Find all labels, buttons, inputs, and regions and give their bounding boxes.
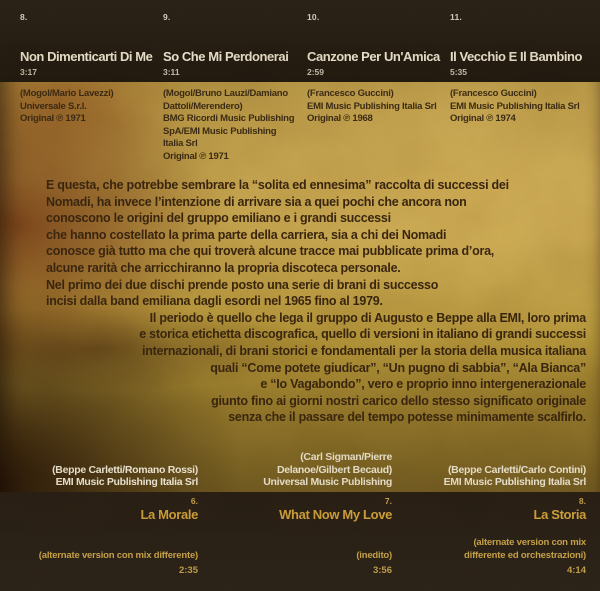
top-credits-row xyxy=(0,88,600,164)
essay-line: internazionali, di brani storici e fondamentali per la storia della musica italiana xyxy=(142,343,586,358)
essay-line: senza che il passare del tempo potesse minimamente scalfirlo. xyxy=(228,410,586,425)
bottom-credits-what-now-my-love xyxy=(202,451,392,489)
credit-line: Universal Music Publishing xyxy=(263,476,392,489)
credit-line: EMI Music Publishing Italia Srl xyxy=(307,100,437,112)
essay-line: conosce già tutto ma che qui troverà alcune tracce mai pubblicate prima d’ora, xyxy=(46,244,494,259)
essay-line: Nel primo dei due dischi prende posto una serie di brani di successo xyxy=(46,277,439,292)
track-title: Il Vecchio E Il Bambino xyxy=(450,49,582,64)
credit-line: (Francesco Guccini) xyxy=(450,88,537,99)
track-credits-10 xyxy=(307,88,450,164)
credit-line: Original ℗ 1968 xyxy=(307,113,373,125)
essay-line: E questa, che potrebbe sembrare la “solita ed ennesima” raccolta di successi dei xyxy=(46,178,509,192)
liner-notes-essay xyxy=(46,177,586,426)
bottom-credits-la-storia xyxy=(396,464,586,489)
essay-line: alcune rarità che arricchiranno la propria discoteca personale. xyxy=(46,260,401,275)
track-credits-11 xyxy=(450,88,600,164)
essay-line: che hanno costellato la prima parte della carriera, sia a chi dei Nomadi xyxy=(46,227,447,242)
essay-line: giunto fino ai giorni nostri carico dello stesso significato originale xyxy=(211,393,586,408)
credit-line: (Beppe Carletti/Carlo Contini) xyxy=(447,463,586,476)
track-number: 8. xyxy=(20,12,28,22)
track-duration: 3:56 xyxy=(372,565,392,576)
track-entry-8-bottom xyxy=(396,496,586,576)
credit-line: (Beppe Carletti/Romano Rossi) xyxy=(52,463,198,476)
track-credits-9 xyxy=(163,88,307,164)
essay-left-aligned-block xyxy=(46,177,586,310)
credit-line: SpA/EMI Music Publishing xyxy=(163,125,277,137)
track-duration: 2:35 xyxy=(178,565,198,576)
track-note: differente ed orchestrazioni) xyxy=(464,550,586,562)
track-number: 6. xyxy=(190,496,198,506)
top-tracklist-band xyxy=(0,0,600,82)
credit-line: Delanoe/Gilbert Becaud) xyxy=(276,463,392,476)
credit-line: EMI Music Publishing Italia Srl xyxy=(443,476,586,489)
track-duration: 3:11 xyxy=(163,67,180,77)
track-note: (alternate version con mix xyxy=(473,537,586,549)
track-credits-8 xyxy=(20,88,163,164)
credit-line: Italia Srl xyxy=(163,138,198,150)
track-note: (alternate version con mix differente) xyxy=(38,550,198,562)
essay-line: Nomadi, ha invece l’intenzione di arrivare sia a quei pochi che ancora non xyxy=(46,194,467,209)
track-title: So Che Mi Perdonerai xyxy=(163,49,289,64)
essay-right-aligned-block xyxy=(46,310,586,426)
credit-line: Original ℗ 1974 xyxy=(450,113,516,125)
essay-line: quali “Come potete giudicar”, “Un pugno di sabbia”, “Ala Bianca” xyxy=(210,360,586,375)
track-entry-11 xyxy=(450,0,600,82)
track-note: (inedito) xyxy=(356,550,392,562)
track-title: Canzone Per Un'Amica xyxy=(307,49,440,64)
essay-line: e “Io Vagabondo”, vero e proprio inno intergenerazionale xyxy=(260,377,586,392)
track-duration: 4:14 xyxy=(566,565,586,576)
track-number: 8. xyxy=(578,496,586,506)
track-entry-7 xyxy=(202,496,392,576)
track-number: 7. xyxy=(384,496,392,506)
track-entry-6 xyxy=(8,496,198,576)
credit-line: Dattoli/Merendero) xyxy=(163,100,243,112)
credit-line: Universale S.r.l. xyxy=(20,100,87,112)
track-entry-8 xyxy=(20,0,163,82)
track-number: 11. xyxy=(450,12,462,22)
credit-line: BMG Ricordi Music Publishing xyxy=(163,113,295,125)
track-title: La Morale xyxy=(140,507,198,522)
track-duration: 3:17 xyxy=(20,67,38,77)
credit-line: EMI Music Publishing Italia Srl xyxy=(450,100,580,112)
track-duration: 2:59 xyxy=(307,67,325,77)
track-title: What Now My Love xyxy=(279,507,392,522)
credit-line: (Mogol/Mario Lavezzi) xyxy=(20,88,114,99)
essay-line: incisi dalla band emiliana dagli esordi nel 1965 fino al 1979. xyxy=(46,294,383,309)
credit-line: (Carl Sigman/Pierre xyxy=(300,451,392,464)
track-entry-10 xyxy=(307,0,450,82)
essay-line: conoscono le origini del gruppo emiliano e i grandi successi xyxy=(46,211,391,226)
track-title: La Storia xyxy=(533,507,586,522)
track-duration: 5:35 xyxy=(450,67,468,77)
bottom-credits-la-morale xyxy=(8,464,198,489)
track-number: 10. xyxy=(307,12,320,22)
essay-line: e storica etichetta discografica, quello di versioni in italiano di grandi successi xyxy=(139,327,586,342)
track-number: 9. xyxy=(163,12,171,22)
track-title: Non Dimenticarti Di Me xyxy=(20,49,153,64)
credit-line: Original ℗ 1971 xyxy=(163,150,229,162)
credit-line: EMI Music Publishing Italia Srl xyxy=(55,476,198,489)
essay-line: Il periodo è quello che lega il gruppo di Augusto e Beppe alla EMI, loro prima xyxy=(149,310,586,325)
credit-line: (Francesco Guccini) xyxy=(307,88,394,99)
credit-line: (Mogol/Bruno Lauzi/Damiano xyxy=(163,88,288,99)
track-entry-9 xyxy=(163,0,307,82)
credit-line: Original ℗ 1971 xyxy=(20,113,86,125)
